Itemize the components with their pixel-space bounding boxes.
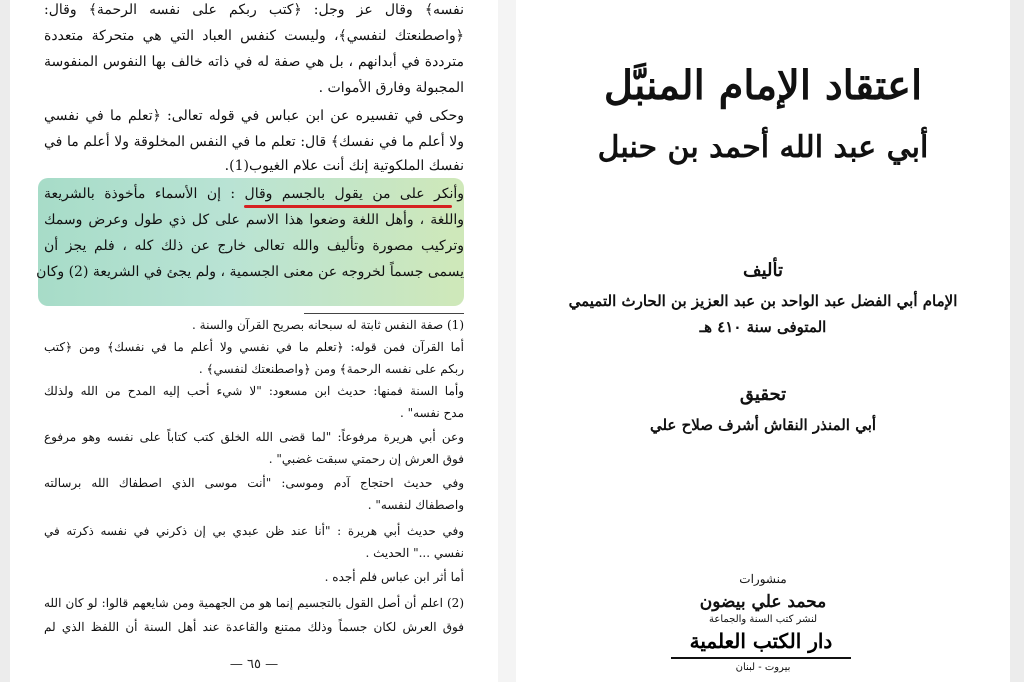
- book-title: اعتقاد الإمام المنبَّل: [603, 62, 923, 109]
- author-death-year: المتوفى سنة ٤١٠ هـ: [699, 318, 827, 336]
- footnote-line: ربكم على نفسه الرحمة﴾ ومن ﴿واصطنعتك لنفسي﴾ .: [198, 362, 464, 376]
- text-line: نفسه﴾ وقال عز وجل: ﴿كتب ربكم على نفسه الرحمة﴾ وقال:: [44, 2, 464, 18]
- text-line: نفسك الملكوتية إنك أنت علام الغيوب(1).: [224, 158, 464, 174]
- editor-name: أبي المنذر النقاش أشرف صلاح علي: [649, 416, 877, 434]
- footnote-line: نفسي ..." الحديث .: [365, 546, 464, 560]
- footnote-line: أما القرآن فمن قوله: ﴿تعلم ما في نفسي ولا أعلم ما في نفسك﴾ ومن ﴿كتب: [44, 340, 464, 354]
- highlighted-text-line: يسمى جسماً لخروجه عن معنى الجسمية ، ولم يجئ في الشريعة (2) وكان: [36, 264, 464, 280]
- footnote-line: وعن أبي هريرة مرفوعاً: "لما قضى الله الخلق كتب كتاباً على نفسه وهو مرفوع: [44, 430, 464, 444]
- authorship-label: تأليف: [742, 260, 784, 281]
- footnote-line: فوق العرش إن رحمتي سبقت غضبي" .: [268, 452, 464, 466]
- text-line: المجبولة وفارق الأموات .: [318, 80, 464, 96]
- publisher-tagline: لنشر كتب السنة والجماعة: [708, 614, 818, 625]
- text-line: مترددة في أبدانهم ، بل هي صفة له في ذاته خالف بها النفوس المنفوسة: [44, 54, 464, 70]
- footnote-line: مدح نفسه" .: [400, 406, 464, 420]
- text-line: ﴿واصطنعتك لنفسي﴾، وليست كنفس العباد التي هي متحركة متعددة: [44, 28, 464, 44]
- page-number: — ٦٥ —: [229, 657, 279, 672]
- highlighted-text-line: وأنكر على من يقول بالجسم وقال : إن الأسماء مأخوذة بالشريعة: [44, 186, 464, 202]
- footnote-line: وفي حديث احتجاج آدم وموسى: "أنت موسى الذي اصطفاك الله برسالته: [44, 476, 464, 490]
- highlighted-text-line: واللغة ، وأهل اللغة وضعوا هذا الاسم على كل ذي طول وعرض وسمك: [44, 212, 464, 228]
- left-book-page: [10, 0, 498, 682]
- editing-label: تحقيق: [739, 384, 787, 405]
- footnote-line: أما أثر ابن عباس فلم أجده .: [324, 570, 464, 584]
- publisher-name: محمد علي بيضون: [699, 592, 827, 612]
- footnote-line: (1) صفة النفس ثابتة له سبحانه بصريح القرآن والسنة .: [192, 318, 464, 332]
- footnote-line: فوق العرش لكان جسماً وذلك ممتنع والقاعدة عند أهل السنة أن اللفظ الذي لم: [44, 620, 464, 634]
- footnote-separator: [304, 313, 464, 314]
- publisher-label: منشورات: [739, 572, 787, 586]
- text-line: ولا أعلم ما في نفسك﴾ قال: تعلم ما في النفس المخلوقة ولا أعلم ما في: [44, 134, 464, 150]
- publisher-logo: [671, 625, 851, 659]
- red-underline: [244, 205, 452, 208]
- publisher-city: بيروت - لبنان: [735, 662, 791, 673]
- highlighted-text-line: وتركيب مصورة وتأليف والله تعالى خارج عن ذلك كله ، فلم يجز أن: [44, 238, 464, 254]
- footnote-line: (2) اعلم أن أصل القول بالتجسيم إنما هو من الجهمية ومن شايعهم قالوا: لو كان الله: [44, 596, 464, 610]
- footnote-line: واصطفاك لنفسه" .: [367, 498, 464, 512]
- footnote-line: وفي حديث أبي هريرة : "أنا عند ظن عبدي بي إن ذكرني في نفسه ذكرته في: [44, 524, 464, 538]
- book-subtitle: أبي عبد الله أحمد بن حنبل: [597, 130, 929, 165]
- right-book-page: [516, 0, 1010, 682]
- author-line: الإمام أبي الفضل عبد الواحد بن عبد العزيز بن الحارث التميمي: [568, 292, 958, 310]
- footnote-line: وأما السنة فمنها: حديث ابن مسعود: "لا شيء أحب إليه المدح من الله ولذلك: [44, 384, 464, 398]
- text-line: وحكى في تفسيره عن ابن عباس في قوله تعالى: ﴿تعلم ما في نفسي: [44, 108, 464, 124]
- publisher-house: دار الكتب العلمية: [689, 629, 833, 653]
- page-gutter: [498, 0, 516, 682]
